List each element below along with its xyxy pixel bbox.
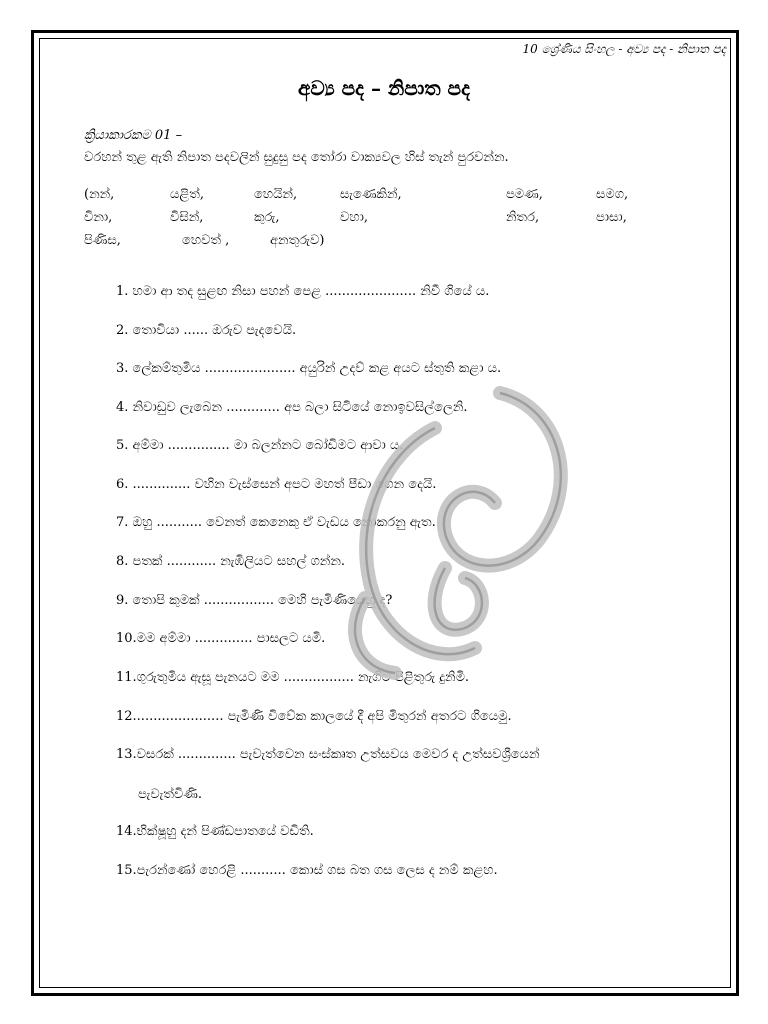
- question-item: 5. අම්මා ............... මා බලන්නට බෝඩිමට ආවා ය.: [116, 438, 404, 453]
- question-item: 3. ලේකම්තුමිය ...................... අයුරින් උදව් කළ අයට ස්තුති කළා ය.: [116, 361, 502, 376]
- word-bank-item: පාසා,: [596, 210, 627, 225]
- word-bank-item: කුරු,: [254, 210, 280, 225]
- question-item: 11.ගුරුතුමිය ඇසූ පැනයට මම ................. නැගිට පිළිතුරු දුනිමි.: [116, 670, 470, 685]
- word-bank-item: (නන්,: [84, 187, 115, 202]
- word-bank-item: වහා,: [340, 210, 368, 225]
- word-bank-item: අනතුරුව): [270, 233, 325, 248]
- question-item-continuation: පැවැත්විණි.: [138, 787, 203, 802]
- question-item: 1. හමා ආ තද සුළඟ නිසා පහන් පෙළ ...................... නිවී ගියේ ය.: [116, 284, 490, 299]
- activity-label: ක්‍රියාකාරකම 01 –: [84, 128, 183, 143]
- question-item: 12...................... පැමිණි විවේක කාලයේ දී අපි මිතුරන් අතරට ගියෙමු.: [116, 709, 512, 724]
- question-item: 13.වසරක් .............. පැවැත්වෙන සංස්කෘත උත්සවය මෙවර ද උත්සවශ්‍රීයෙන්: [116, 747, 540, 762]
- question-item: 4. නිවාඩුව ලැබෙන ............. අප බලා සිටියේ නොඉවසිල්ලෙනි.: [116, 400, 468, 415]
- page-title: අව්‍ය පද – නිපාත පද: [298, 76, 470, 100]
- instruction-text: වරහන් තුළ ඇති නිපාත පදවලින් සුදුසු පද තෝරා වාක්‍යවල හිස් තැන් පුරවන්න.: [84, 150, 509, 165]
- word-bank-item: විනා,: [84, 210, 113, 225]
- word-bank-item: පිණිස,: [84, 233, 121, 248]
- word-bank-item: හෙවත් ,: [182, 233, 230, 248]
- word-bank-item: හෙයින්,: [254, 187, 298, 202]
- word-bank-item: යළිත්,: [170, 187, 204, 202]
- question-item: 2. තොවියා ...... ඔරුව පැදවෙයි.: [116, 323, 297, 338]
- watermark-logo: [325, 368, 585, 688]
- question-item: 6. .............. වහින වැස්සෙන් අපට මහත් පීඩා ගෙන දෙයි.: [116, 477, 437, 492]
- page-header: 10 ශ්‍රේණිය සිංහල - අව්‍ය පද - නිපාත පද: [522, 42, 726, 56]
- word-bank-item: නිතර,: [506, 210, 540, 225]
- question-item: 7. ඔහු ........... වෙනත් කෙනෙකු ඒ වැඩය නොකරනු ඇත.: [116, 515, 436, 530]
- word-bank-item: විසින්,: [170, 210, 204, 225]
- question-item: 10.මම අම්මා .............. පාසලට යමි.: [116, 631, 326, 646]
- question-item: 8. පතක් ............ නැඹිලියට සහල් ගන්න.: [116, 554, 346, 569]
- question-item: 15.පැරන්ණෝ හෙරළි ........... කොස් ගස බත ගස ලෙස ද නම් කළහ.: [116, 863, 498, 878]
- question-item: 9. තොපි කුමක් ................. මෙහි පැමිණියෙහු ද?: [116, 593, 393, 608]
- word-bank-item: සමග,: [596, 187, 629, 202]
- word-bank-item: සැණෙකින්,: [340, 187, 402, 202]
- question-item: 14.භික්ෂූහු දන් පිණ්ඩපාතයේ වඩිති.: [116, 824, 314, 839]
- word-bank-item: පමණ,: [506, 187, 543, 202]
